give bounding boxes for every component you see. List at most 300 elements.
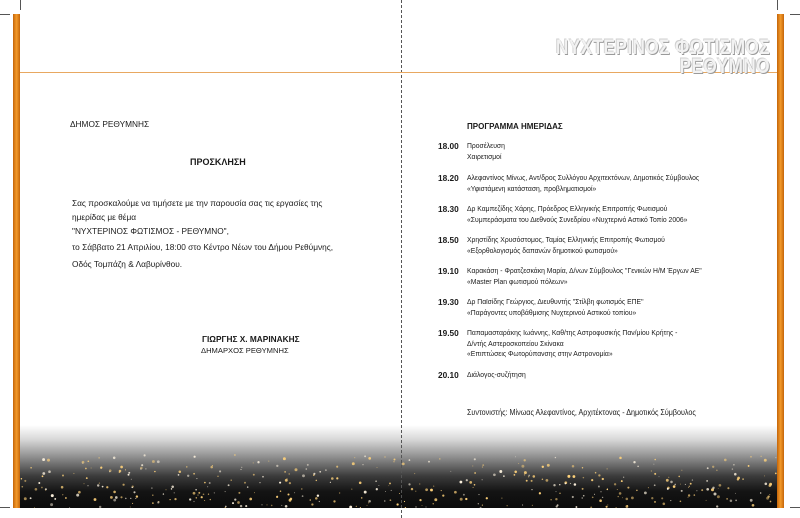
city-light: [542, 466, 544, 468]
city-light: [419, 483, 420, 484]
city-light: [607, 489, 609, 491]
city-light: [707, 467, 709, 469]
program-time: 19.30: [438, 297, 459, 307]
city-light: [390, 499, 392, 501]
city-light: [733, 464, 735, 466]
city-light: [592, 496, 594, 498]
city-light: [354, 457, 355, 458]
city-light: [557, 504, 559, 506]
program-entry: [467, 370, 526, 381]
city-light: [770, 501, 772, 503]
city-light: [688, 494, 690, 496]
city-light: [752, 504, 755, 507]
city-light: [94, 498, 97, 501]
city-light: [21, 486, 23, 488]
city-light: [559, 493, 560, 494]
city-light: [393, 461, 394, 462]
city-light: [84, 483, 85, 484]
city-light: [306, 468, 308, 470]
city-light: [368, 457, 371, 460]
city-light: [349, 506, 352, 508]
city-light: [131, 479, 132, 480]
city-light: [362, 464, 363, 465]
entry-line: Δρ Καμπεζίδης Χάρης, Πρόεδρος Ελληνικής Επιτροπής Φωτισμού: [467, 204, 668, 213]
city-light: [179, 471, 182, 474]
city-light: [193, 473, 195, 475]
city-light: [482, 479, 483, 480]
city-light: [688, 487, 689, 488]
city-light: [38, 482, 40, 484]
city-light: [482, 505, 483, 506]
city-light: [99, 457, 100, 458]
city-light: [761, 456, 762, 457]
city-light: [166, 489, 167, 490]
city-light: [82, 461, 85, 464]
city-light: [186, 466, 187, 467]
entry-line: Χρηστίδης Χρυσόστομος, Ταμίας Ελληνικής Επιτροπής Φωτισμού: [467, 235, 665, 244]
city-light: [712, 487, 714, 489]
city-light: [217, 476, 218, 477]
body-line: "ΝΥΧΤΕΡΙΝΟΣ ΦΩΤΙΣΜΟΣ - ΡΕΘΥΜΝΟ",: [72, 226, 229, 236]
city-light: [364, 491, 367, 494]
city-light: [769, 494, 770, 495]
invitation-heading: ΠΡΟΣΚΛΗΣΗ: [190, 157, 246, 167]
city-light: [356, 506, 357, 507]
city-light: [157, 501, 159, 503]
city-light: [310, 499, 311, 500]
city-light: [30, 467, 32, 469]
city-light: [433, 503, 434, 504]
city-light: [204, 482, 206, 484]
city-light: [259, 482, 260, 483]
city-light: [113, 457, 116, 460]
city-light: [499, 470, 502, 473]
city-light: [469, 481, 472, 484]
program-heading: ΠΡΟΓΡΑΜΜΑ ΗΜΕΡΙΔΑΣ: [467, 122, 563, 131]
city-light: [533, 475, 536, 478]
city-light: [661, 497, 663, 499]
city-light: [531, 480, 533, 482]
city-light: [120, 466, 123, 469]
city-light: [285, 479, 288, 482]
city-light: [240, 505, 242, 507]
city-light: [426, 507, 427, 508]
entry-line: «Επιπτώσεις Φωτορύπανσης στην Αστρονομία»: [467, 349, 613, 359]
city-light: [247, 486, 248, 487]
city-light: [279, 482, 281, 484]
moderator-line: Συντονιστής: Μίνωας Αλεφαντίνος, Αρχιτέκτονας - Δημοτικός Σύμβουλος: [467, 408, 696, 417]
city-light: [364, 455, 366, 457]
city-light: [99, 506, 101, 508]
city-light: [606, 506, 608, 508]
entry-line: «Εξορθολογισμός δαπανών δημοτικού φωτισμού»: [467, 245, 618, 255]
city-light: [631, 496, 634, 499]
city-light: [486, 497, 488, 499]
city-light: [113, 499, 116, 502]
city-light: [419, 499, 421, 501]
crop-mark: [0, 14, 10, 15]
city-light: [599, 499, 602, 502]
city-light: [619, 457, 622, 460]
body-line: Σας προσκαλούμε να τιμήσετε με την παρουσία σας τις εργασίες της: [72, 198, 323, 208]
city-light: [583, 495, 585, 497]
city-light: [460, 498, 463, 501]
city-light: [524, 474, 525, 475]
city-light: [769, 483, 772, 486]
city-light: [231, 480, 232, 481]
city-light: [428, 461, 430, 463]
city-light: [553, 484, 555, 486]
city-light: [47, 459, 50, 462]
city-light: [378, 485, 379, 486]
city-light: [521, 465, 524, 468]
city-light: [232, 502, 234, 504]
city-light: [434, 498, 437, 501]
city-light: [602, 497, 603, 498]
city-light: [367, 505, 368, 506]
city-light: [680, 500, 682, 502]
city-light: [219, 470, 221, 472]
city-light: [433, 486, 434, 487]
city-light: [368, 500, 371, 503]
city-light: [69, 507, 70, 508]
city-light: [210, 466, 213, 469]
city-light: [465, 498, 467, 500]
city-light: [716, 505, 718, 507]
city-light: [91, 468, 92, 469]
city-light: [41, 487, 43, 489]
city-light: [415, 491, 416, 492]
city-light: [249, 498, 252, 501]
city-light: [701, 489, 703, 491]
crop-mark: [20, 0, 21, 10]
city-light: [478, 494, 479, 495]
city-light: [595, 472, 597, 474]
program-entry: [467, 204, 687, 225]
city-light: [152, 502, 154, 504]
city-light: [42, 472, 45, 475]
program-time: 18.30: [438, 204, 459, 214]
city-light: [204, 500, 205, 501]
city-light: [718, 488, 719, 489]
municipality-label: ΔΗΜΟΣ ΡΕΘΥΜΝΗΣ: [70, 119, 150, 129]
program-time: 19.50: [438, 328, 459, 338]
city-light: [203, 493, 205, 495]
city-light: [212, 465, 213, 466]
city-light: [302, 495, 304, 497]
city-light: [78, 491, 81, 494]
city-light: [100, 466, 102, 468]
city-light: [526, 480, 528, 482]
signature-name: ΓΙΩΡΓΗΣ Χ. ΜΑΡΙΝΑΚΗΣ: [202, 334, 300, 344]
city-light: [154, 471, 155, 472]
city-light: [692, 479, 693, 480]
city-light: [682, 470, 683, 471]
city-light: [316, 480, 318, 482]
entry-line: Χαιρετισμοί: [467, 151, 502, 161]
city-light: [253, 474, 255, 476]
city-light: [644, 491, 647, 494]
city-light: [240, 469, 241, 470]
entry-line: Αλεφαντίνος Μίνως, Αντ/δρος Συλλόγου Αρχιτεκτόνων, Δημοτικός Σύμβουλος: [467, 173, 700, 182]
city-light: [694, 494, 696, 496]
city-light: [234, 498, 236, 500]
city-light: [602, 478, 604, 480]
city-light: [228, 484, 230, 486]
city-light: [466, 479, 468, 481]
city-light: [550, 499, 551, 500]
signature-title: ΔΗΜΑΡΧΟΣ ΡΕΘΥΜΝΗΣ: [201, 346, 289, 355]
city-light: [163, 493, 164, 494]
city-light: [425, 488, 428, 491]
city-light: [152, 494, 153, 495]
city-light: [767, 495, 769, 497]
program-entry: [467, 297, 643, 318]
city-light: [764, 459, 767, 462]
city-light: [51, 494, 54, 497]
city-light: [442, 494, 444, 496]
city-light: [238, 492, 240, 494]
banner-line-1: ΝΥΧΤΕΡΙΝΟΣ ΦΩΤΙΣΜΟΣ: [555, 36, 770, 59]
city-light: [422, 505, 423, 506]
city-light: [187, 475, 189, 477]
city-light: [737, 478, 739, 480]
city-light: [532, 505, 533, 506]
program-time: 18.00: [438, 141, 459, 151]
city-light: [712, 466, 714, 468]
city-light: [209, 482, 211, 484]
city-light: [627, 487, 629, 489]
body-line: το Σάββατο 21 Απριλίου, 18:00 στο Κέντρο Νέων του Δήμου Ρεθύμνης,: [72, 242, 334, 252]
entry-line: «Παράγοντες υποβάθμισης Νυχτερινού Αστικού τοπίου»: [467, 307, 637, 317]
city-light: [336, 466, 338, 468]
city-light: [399, 493, 400, 494]
program-time: 18.50: [438, 235, 459, 245]
city-light: [402, 463, 405, 466]
city-light: [514, 471, 517, 474]
city-light: [600, 491, 601, 492]
city-light: [42, 475, 44, 477]
city-light: [241, 467, 242, 468]
city-light: [503, 475, 505, 477]
city-light: [234, 454, 236, 456]
body-line: Οδός Τομπάζη & Λαβυρίνθου.: [72, 259, 183, 269]
program-entry: [467, 266, 702, 287]
city-light: [539, 492, 541, 494]
city-light: [572, 465, 575, 468]
city-light: [659, 476, 660, 477]
city-light: [582, 488, 584, 490]
city-light: [735, 493, 736, 494]
city-light: [555, 498, 557, 500]
city-light: [384, 456, 385, 457]
city-light: [385, 491, 386, 492]
city-light: [276, 465, 278, 467]
city-light: [289, 499, 292, 502]
crop-mark: [790, 14, 800, 15]
city-light: [623, 477, 624, 478]
city-light: [651, 497, 653, 499]
city-light: [110, 496, 113, 499]
city-light: [194, 456, 196, 458]
city-light: [528, 476, 529, 477]
city-light: [50, 503, 53, 506]
city-light: [719, 484, 722, 487]
city-light: [598, 486, 600, 488]
city-light: [376, 488, 378, 490]
city-light: [317, 494, 319, 496]
city-light: [565, 483, 567, 485]
city-light: [225, 507, 226, 508]
city-light: [319, 501, 320, 502]
city-light: [570, 483, 571, 484]
city-light: [62, 475, 64, 477]
city-light: [333, 500, 335, 502]
city-light: [128, 474, 130, 476]
city-light: [189, 498, 191, 500]
city-light: [673, 485, 676, 488]
city-light: [463, 494, 465, 496]
city-light: [102, 486, 104, 488]
city-light: [225, 491, 226, 492]
city-light: [748, 465, 750, 467]
city-light: [285, 505, 288, 508]
city-light: [331, 477, 334, 480]
city-light: [336, 477, 338, 479]
city-light: [607, 505, 608, 506]
city-light: [391, 490, 392, 491]
city-light: [178, 474, 180, 476]
city-light: [122, 484, 124, 486]
city-light: [750, 499, 753, 502]
city-light: [55, 498, 56, 499]
title-banner: [556, 38, 770, 76]
city-light: [24, 497, 27, 500]
city-light: [151, 487, 152, 488]
city-light: [742, 478, 744, 480]
city-light: [307, 464, 309, 466]
city-light: [514, 474, 516, 476]
city-light: [524, 459, 526, 461]
city-light: [295, 468, 298, 471]
city-light: [48, 470, 51, 473]
city-light: [325, 469, 327, 471]
city-light: [352, 462, 355, 465]
city-light: [430, 489, 433, 492]
city-light: [313, 473, 315, 475]
city-light: [567, 475, 570, 478]
city-light: [311, 503, 313, 505]
city-light: [144, 454, 146, 456]
city-light: [574, 483, 577, 486]
city-light: [302, 474, 305, 477]
city-light: [130, 498, 131, 499]
city-lights-graphic: [20, 425, 777, 508]
city-light: [582, 467, 583, 468]
city-light: [62, 494, 63, 495]
city-light: [113, 491, 116, 494]
city-light: [244, 482, 246, 484]
city-light: [97, 484, 99, 486]
city-light: [201, 496, 203, 498]
city-light: [405, 507, 407, 508]
city-light: [130, 507, 131, 508]
city-light: [254, 492, 255, 493]
city-light: [598, 474, 600, 476]
city-light: [109, 469, 112, 472]
program-entry: [467, 141, 505, 162]
city-light: [515, 456, 516, 457]
city-light: [280, 490, 282, 492]
city-light: [237, 501, 240, 504]
city-light: [478, 503, 479, 504]
city-light: [115, 496, 118, 499]
city-light: [145, 468, 146, 469]
city-light: [393, 458, 395, 460]
city-light: [688, 497, 689, 498]
city-light: [174, 498, 176, 500]
city-light: [654, 464, 655, 465]
city-light: [34, 507, 35, 508]
city-light: [196, 478, 197, 479]
city-light: [411, 488, 413, 490]
city-light: [474, 484, 476, 486]
city-light: [735, 500, 737, 502]
city-light: [542, 479, 544, 481]
city-light: [87, 485, 88, 486]
city-light: [678, 476, 680, 478]
city-light: [559, 484, 560, 485]
city-light: [618, 496, 619, 497]
city-light: [480, 507, 482, 508]
city-light: [368, 502, 369, 503]
entry-line: Δ/ντής Αστεροσκοπείου Σκίνακα: [467, 338, 564, 348]
city-light: [35, 488, 38, 491]
crop-mark: [0, 507, 10, 508]
city-light: [473, 487, 474, 488]
city-light: [208, 494, 209, 495]
city-light: [288, 473, 289, 474]
city-light: [339, 492, 340, 493]
city-light: [21, 478, 23, 480]
city-light: [685, 484, 686, 485]
city-light: [85, 468, 87, 470]
city-light: [531, 489, 532, 490]
entry-line: Διάλογος-συζήτηση: [467, 370, 526, 379]
city-light: [169, 499, 170, 500]
city-light: [621, 480, 623, 482]
city-light: [607, 468, 608, 469]
city-light: [30, 497, 32, 499]
city-light: [674, 484, 676, 486]
city-light: [125, 469, 126, 470]
city-light: [619, 492, 622, 495]
city-light: [654, 484, 656, 486]
city-light: [591, 479, 593, 481]
city-light: [210, 499, 211, 500]
city-light: [119, 471, 121, 473]
city-light: [87, 460, 89, 462]
city-light: [301, 488, 302, 489]
city-light: [389, 482, 391, 484]
city-light: [284, 471, 286, 473]
city-light: [65, 497, 67, 499]
program-entry: [467, 328, 677, 360]
entry-line: «Συμπεράσματα του Διεθνούς Συνεδρίου «Νυχτερινό Αστικό Τοπίο 2006»: [467, 214, 688, 224]
city-light: [193, 501, 194, 502]
city-light: [266, 504, 267, 505]
city-light: [268, 461, 269, 462]
